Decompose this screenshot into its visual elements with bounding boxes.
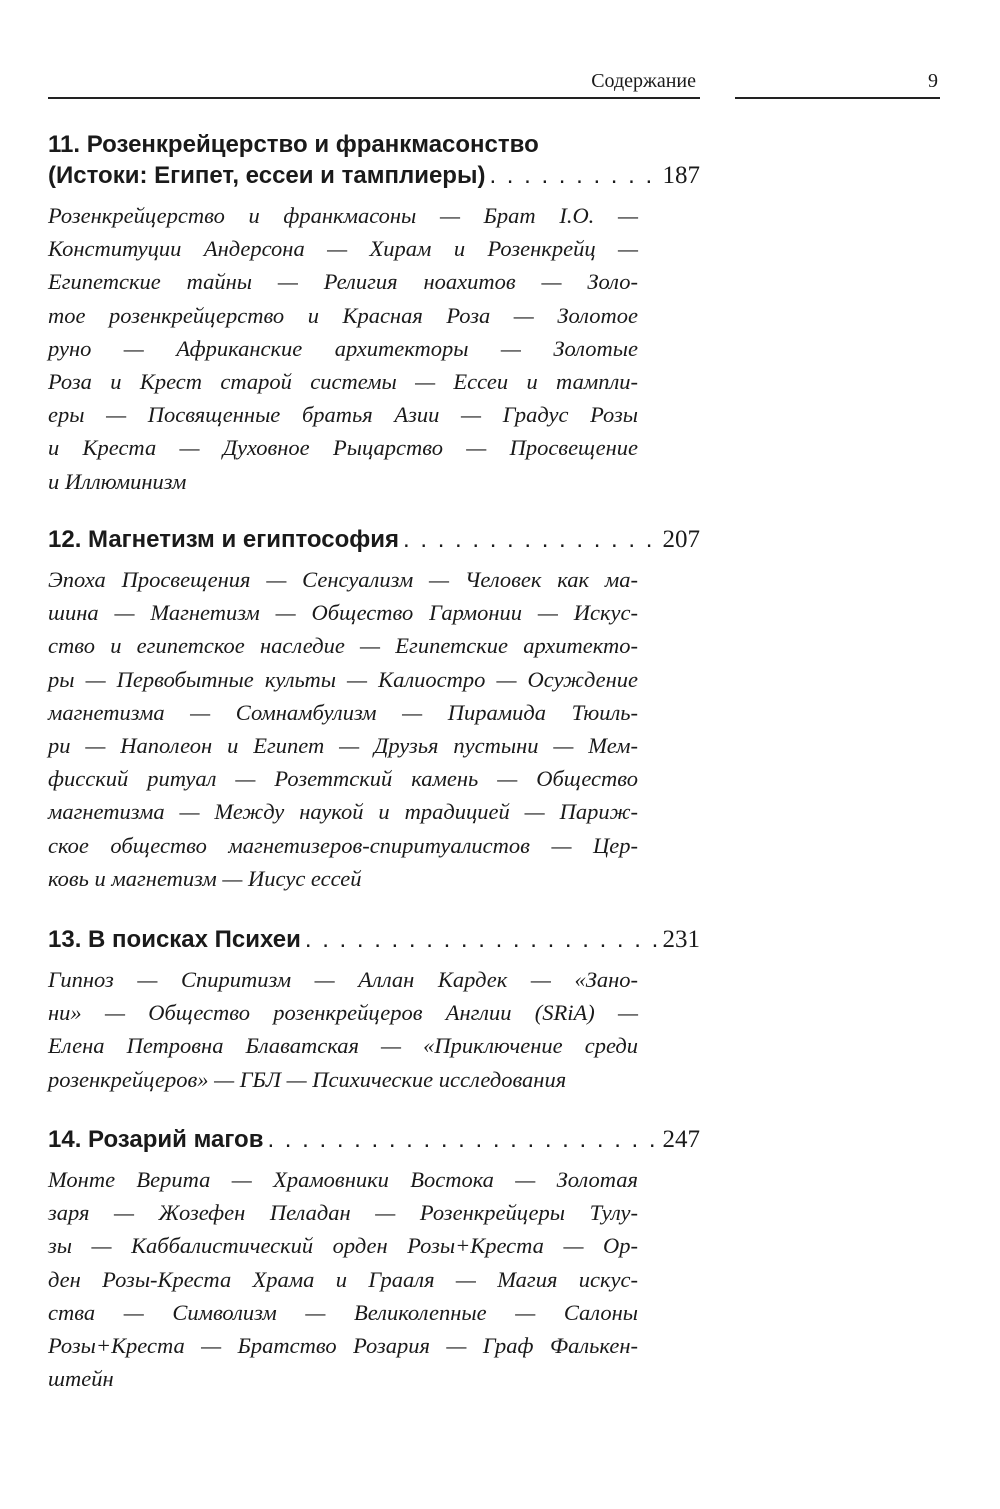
chapter-title: 13. В поисках Психеи [48,926,301,953]
toc-entry [48,129,700,498]
subtopic-line: заря — Жозефен Пеладан — Розенкрейцеры Тулу- [48,1200,638,1226]
toc-entry [48,924,700,1096]
subtopic-line: ры — Первобытные культы — Калиостро — Осуждение [48,666,638,692]
subtopic-line: магнетизма — Сомнамбулизм — Пирамида Тюиль- [48,699,638,725]
subtopic-line: и Иллюминизм [48,468,187,494]
subtopic-line: ден Розы-Креста Храма и Грааля — Магия искус- [48,1266,638,1292]
chapter-page-number: 231 [662,926,700,953]
chapter-title: 11. Розенкрейцерство и франкмасонство [48,131,539,158]
chapter-subtopics [48,563,638,895]
subtopic-line: Розенкрейцерство и франкмасоны — Брат I.O. — [48,203,638,228]
chapter-subtopics [48,1163,638,1395]
subtopic-line: зы — Каббалистический орден Розы+Креста — Ор- [48,1233,638,1259]
subtopic-line: розенкрейцеров» — ГБЛ — Психические исследования [48,1066,567,1092]
toc-entry-heading [48,1124,700,1155]
subtopic-line: шина — Магнетизм — Общество Гармонии — Искус- [48,600,638,626]
chapter-subtopics [48,963,638,1096]
chapter-subtopics [48,199,638,498]
chapter-page-number: 247 [662,1126,700,1153]
subtopic-line: фисский ритуал — Розеттский камень — Общество [48,766,638,792]
toc-entry [48,1124,700,1395]
subtopic-line: и Креста — Духовное Рыцарство — Просвещение [48,435,638,461]
subtopic-line: ни» — Общество розенкрейцеров Англии (SRiA) — [48,1000,638,1026]
subtopic-line: магнетизма — Между наукой и традицией — Париж- [48,799,638,825]
leader-dots [305,924,659,955]
subtopic-line: Роза и Крест старой системы — Ессеи и тампли- [48,368,638,394]
chapter-title: 14. Розарий магов [48,1126,264,1153]
chapter-page-number: 187 [662,162,700,189]
subtopic-line: ское общество магнетизеров-спиритуалистов — Цер- [48,832,638,858]
chapter-title: (Истоки: Египет, ессеи и тамплиеры) [48,162,486,189]
toc-entry-heading [48,160,700,191]
leader-dots [267,1124,658,1155]
subtopic-line: Розы+Креста — Братство Розария — Граф Фалькен- [48,1332,638,1358]
header-rule [48,97,700,99]
subtopic-line: Эпоха Просвещения — Сенсуализм — Человек как ма- [48,567,638,592]
leader-dots [403,524,658,555]
running-header-title: Содержание [591,70,696,92]
toc-entry [48,524,700,895]
subtopic-line: Гипноз — Спиритизм — Аллан Кардек — «Зано- [48,967,638,992]
subtopic-line: тое розенкрейцерство и Красная Роза — Золотое [48,302,638,328]
subtopic-line: ство и египетское наследие — Египетские архитекто- [48,633,638,659]
subtopic-line: руно — Африканские архитекторы — Золотые [48,335,638,361]
toc-entry-heading [48,924,700,955]
chapter-page-number: 207 [662,526,700,553]
page-number: 9 [928,70,938,92]
toc-entry-heading [48,524,700,555]
subtopic-line: ковь и магнетизм — Иисус ессей [48,865,362,891]
subtopic-line: штейн [48,1366,114,1392]
subtopic-line: Елена Петровна Блаватская — «Приключение среди [48,1033,638,1059]
subtopic-line: Монте Верита — Храмовники Востока — Золотая [48,1167,638,1192]
subtopic-line: ства — Символизм — Великолепные — Салоны [48,1299,638,1325]
toc-entry-heading [48,129,700,160]
subtopic-line: еры — Посвященные братья Азии — Градус Розы [48,402,638,428]
subtopic-line: Конституции Андерсона — Хирам и Розенкрейц — [48,236,638,262]
subtopic-line: Египетские тайны — Религия ноахитов — Золо- [48,269,638,295]
leader-dots [489,160,658,191]
header-rule-page [735,97,940,99]
chapter-title: 12. Магнетизм и египтософия [48,526,400,553]
subtopic-line: ри — Наполеон и Египет — Друзья пустыни — Мем- [48,732,638,758]
